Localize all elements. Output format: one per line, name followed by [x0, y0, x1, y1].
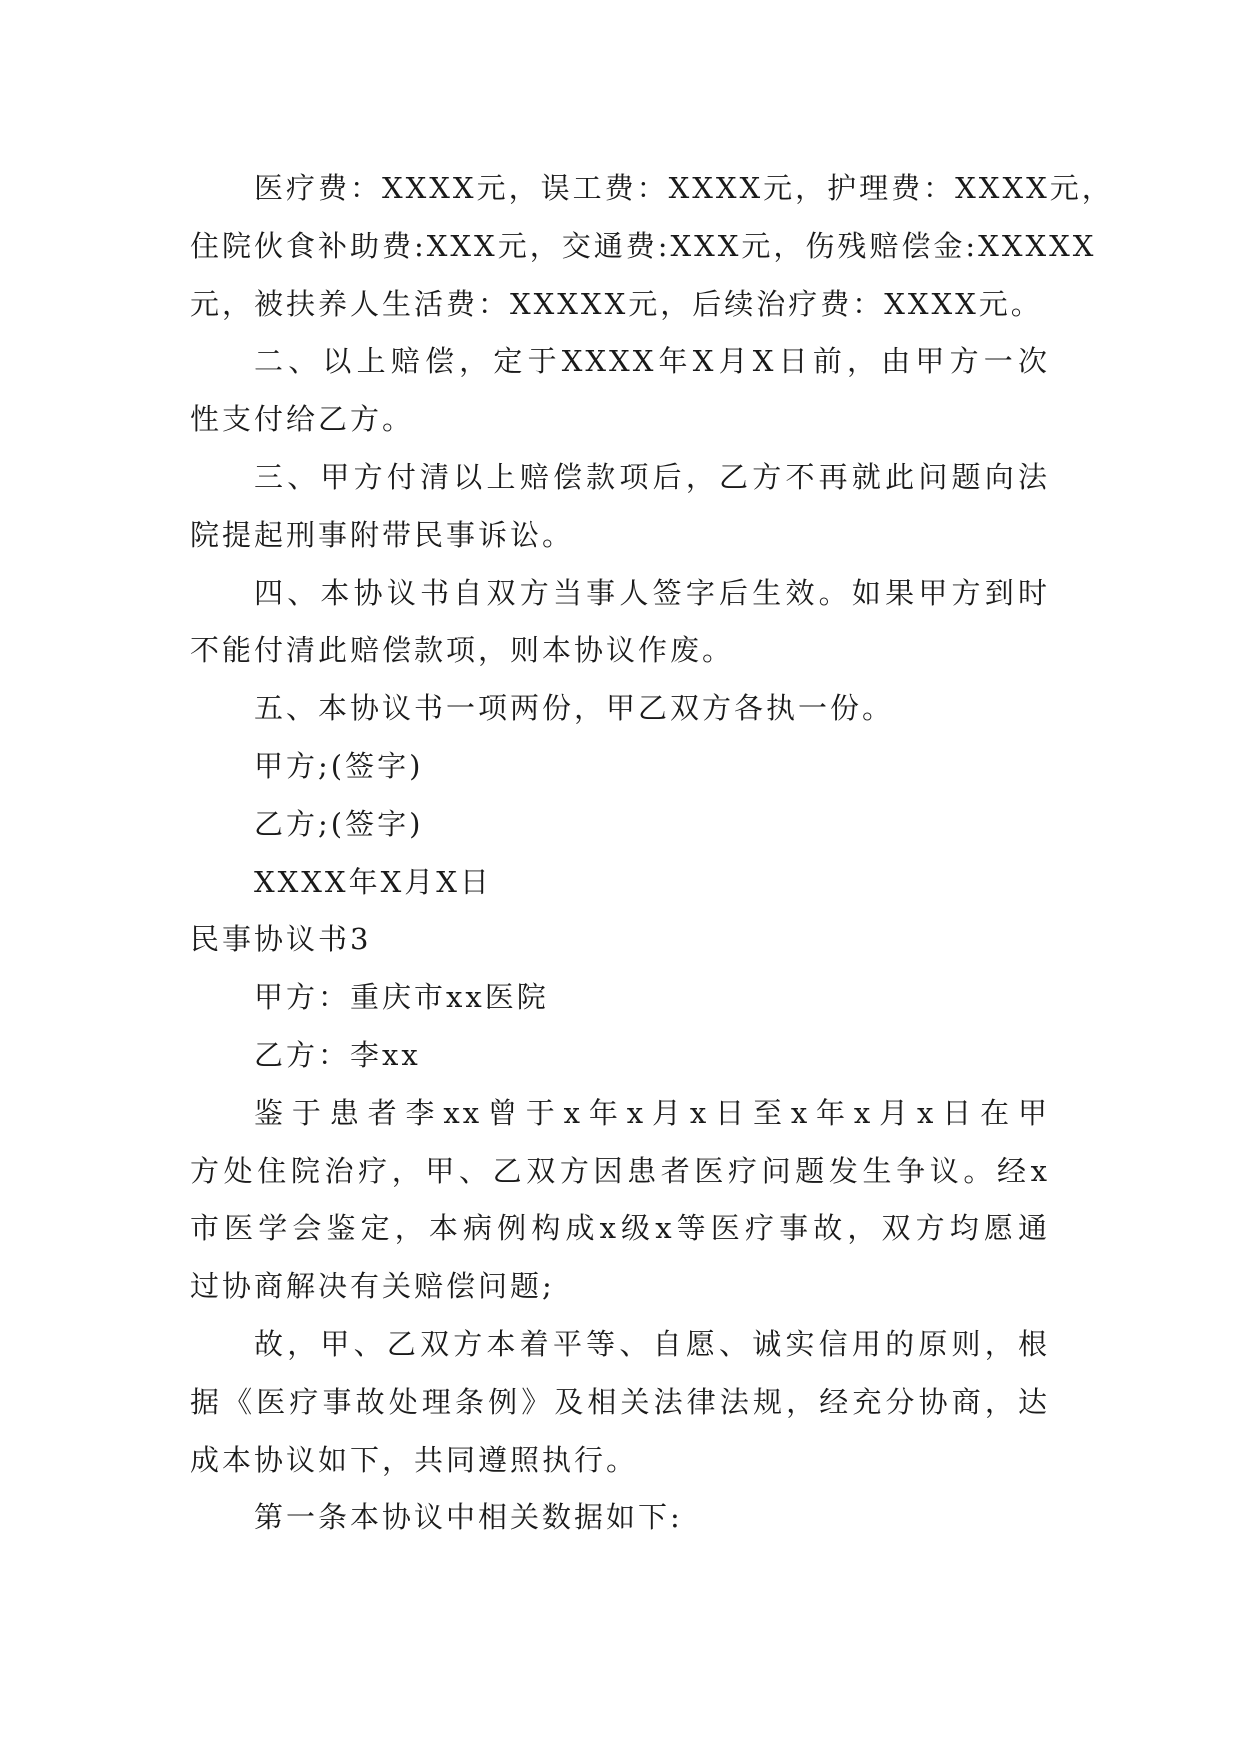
signature-date: XXXX年X月X日 — [254, 864, 492, 899]
paragraph-line: 住院伙食补助费:XXX元，交通费:XXX元，伤残赔偿金:XXXXX — [190, 228, 1097, 263]
party-a-line: 甲方：重庆市xx医院 — [254, 980, 549, 1015]
paragraph-line: 据《医疗事故处理条例》及相关法律法规，经充分协商，达 — [190, 1384, 1050, 1419]
paragraph-line: 鉴于患者李xx曾于x年x月x日至x年x月x日在甲 — [254, 1095, 1050, 1130]
paragraph-line: 不能付清此赔偿款项，则本协议作废。 — [190, 633, 735, 668]
paragraph-line: 过协商解决有关赔偿问题; — [190, 1269, 555, 1304]
paragraph-line: 医疗费：XXXX元，误工费：XXXX元，护理费：XXXX元， — [254, 171, 1114, 205]
party-b-line: 乙方：李xx — [254, 1037, 421, 1072]
paragraph-line: 元，被扶养人生活费：XXXXX元，后续治疗费：XXXX元。 — [190, 286, 1043, 321]
paragraph-line: 故，甲、乙双方本着平等、自愿、诚实信用的原则，根 — [254, 1326, 1050, 1361]
document-body — [190, 160, 1114, 1547]
paragraph-line: 第一条本协议中相关数据如下: — [254, 1500, 683, 1535]
paragraph-line: 方处住院治疗，甲、乙双方因患者医疗问题发生争议。经x — [190, 1153, 1050, 1188]
paragraph-line: 性支付给乙方。 — [190, 402, 415, 437]
signature-party-a: 甲方;(签字) — [254, 748, 424, 783]
paragraph-line: 二、以上赔偿，定于XXXX年X月X日前，由甲方一次 — [254, 344, 1050, 379]
signature-party-b: 乙方;(签字) — [254, 806, 424, 841]
paragraph-line: 成本协议如下，共同遵照执行。 — [190, 1442, 639, 1477]
paragraph-line: 五、本协议书一项两份，甲乙双方各执一份。 — [254, 691, 895, 726]
paragraph-line: 三、甲方付清以上赔偿款项后，乙方不再就此问题向法 — [254, 459, 1050, 494]
paragraph-line: 四、本协议书自双方当事人签字后生效。如果甲方到时 — [254, 575, 1050, 610]
paragraph-line: 院提起刑事附带民事诉讼。 — [190, 517, 575, 552]
section-heading: 民事协议书3 — [190, 922, 372, 957]
paragraph-line: 市医学会鉴定，本病例构成x级x等医疗事故，双方均愿通 — [190, 1211, 1050, 1246]
